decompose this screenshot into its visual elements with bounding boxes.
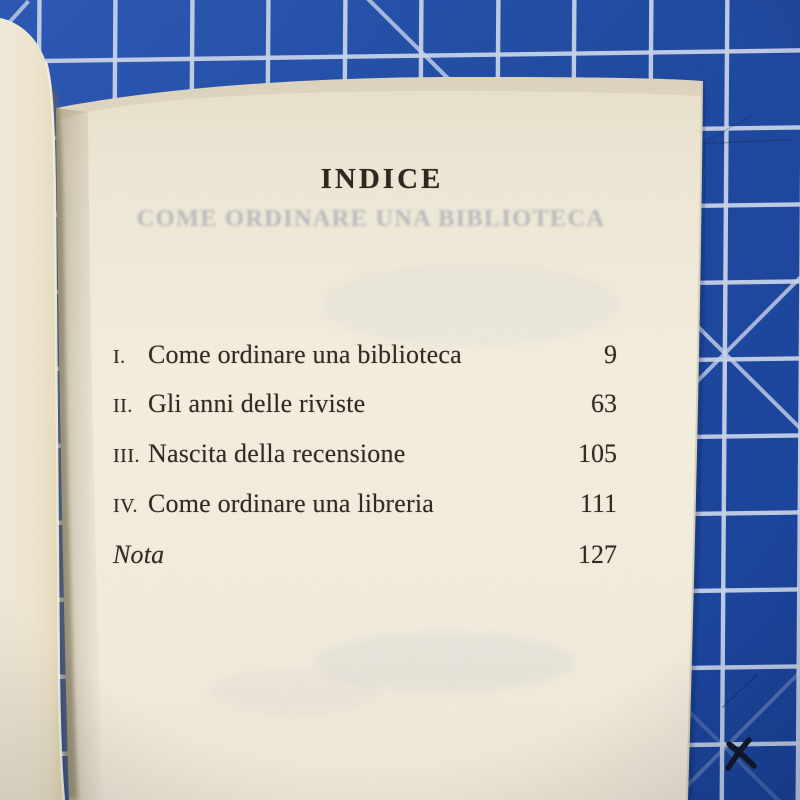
index-title: INDICE xyxy=(320,163,444,195)
toc-numeral: II. xyxy=(113,395,133,417)
toc-row xyxy=(113,440,617,467)
toc-row xyxy=(113,390,617,417)
toc-entry-title: Nascita della recensione xyxy=(148,439,406,468)
toc-page-number: 9 xyxy=(604,340,617,369)
toc-row xyxy=(113,341,617,368)
toc-entry-title: Come ordinare una libreria xyxy=(148,489,435,518)
toc-page-number: 127 xyxy=(578,540,617,569)
toc-page-number: 111 xyxy=(579,489,617,518)
toc-entry-title: Come ordinare una biblioteca xyxy=(148,340,462,369)
toc-entry-title: Nota xyxy=(113,540,165,569)
toc-row xyxy=(113,490,617,517)
toc-entry-title: Gli anni delle riviste xyxy=(148,389,366,418)
toc-numeral: I. xyxy=(113,346,126,368)
ghost-show-through-title: COME ORDINARE UNA BIBLIOTECA xyxy=(136,205,606,232)
toc-row xyxy=(113,541,617,568)
toc-page-number: 63 xyxy=(591,389,617,418)
toc-numeral: IV. xyxy=(113,495,139,517)
toc-numeral: III. xyxy=(113,445,140,467)
toc-page-number: 105 xyxy=(578,439,617,468)
